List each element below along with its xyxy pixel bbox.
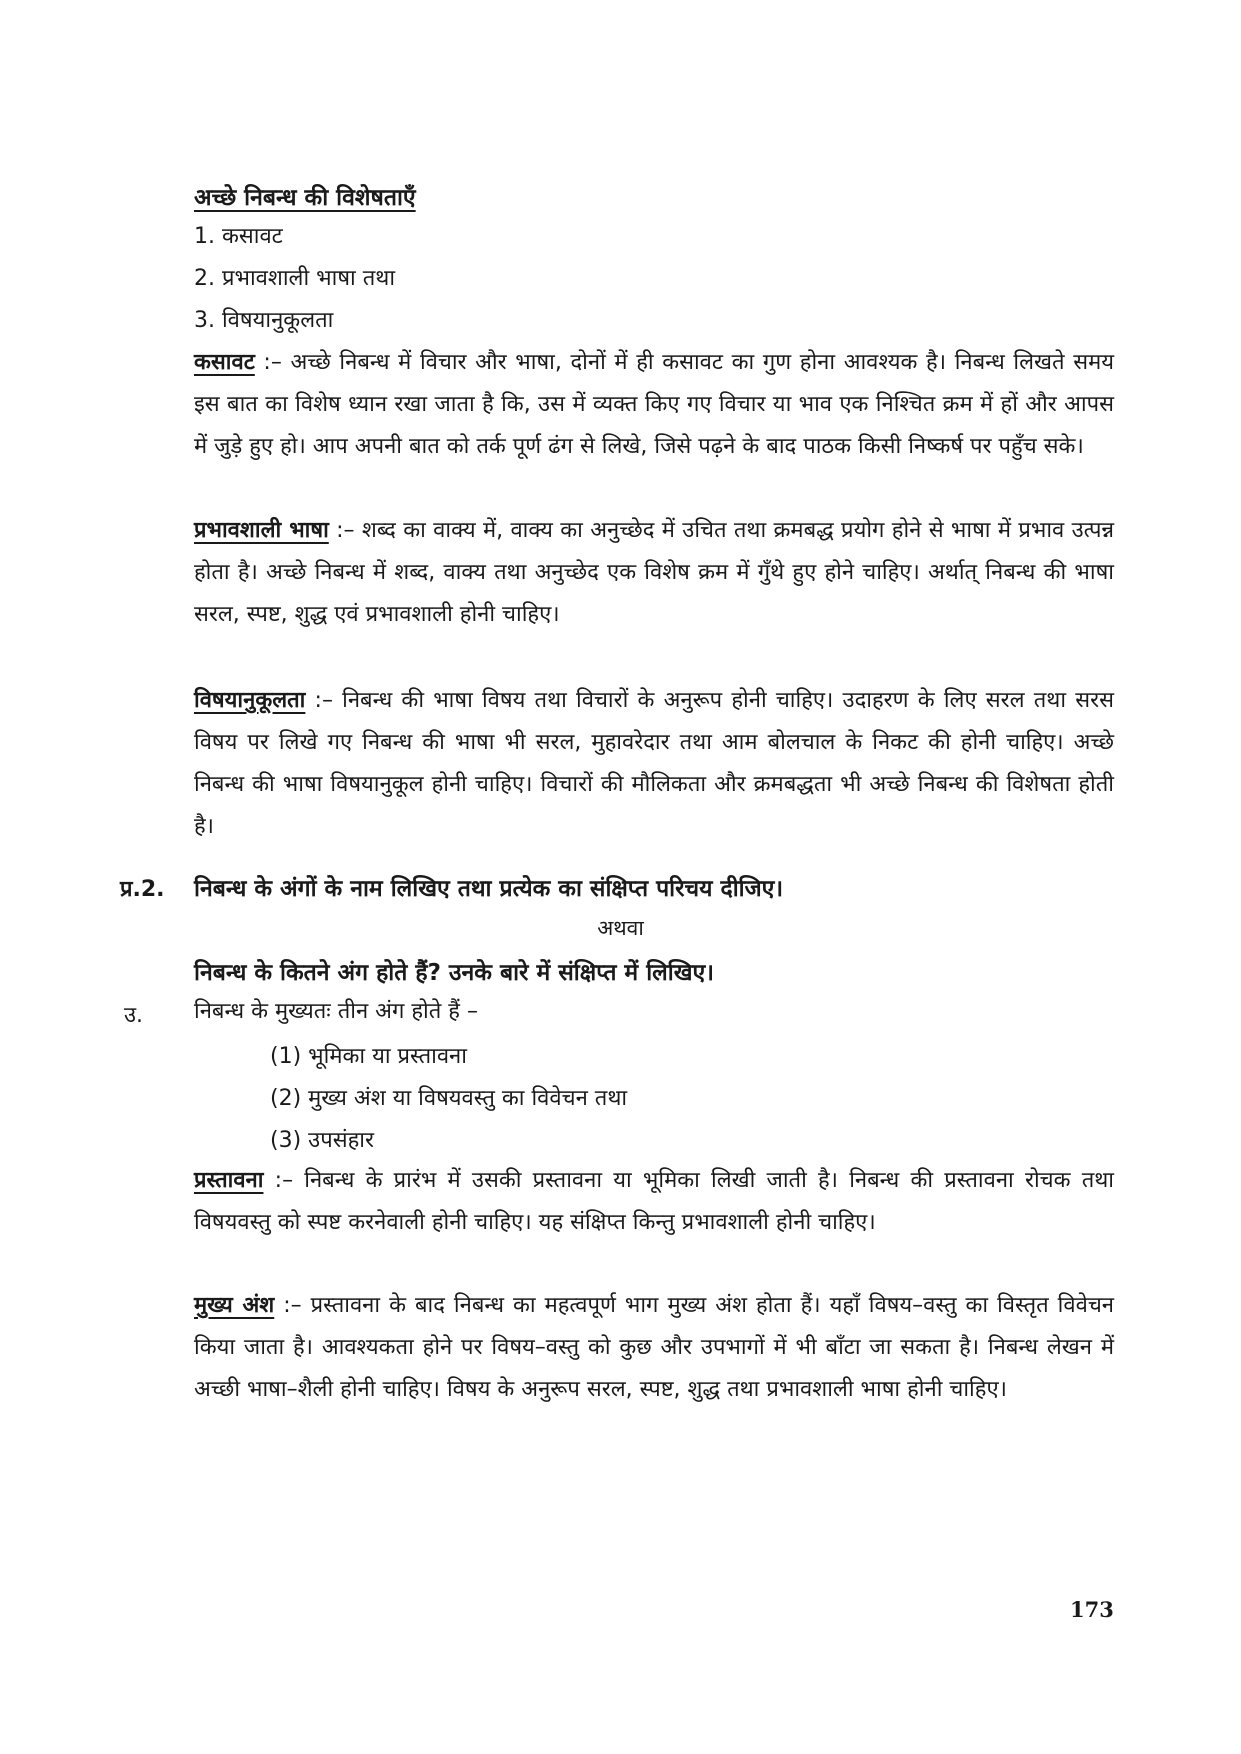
answer-part-1: (1) भूमिका या प्रस्तावना xyxy=(270,1044,467,1069)
term-kasavat: कसावट xyxy=(194,350,255,375)
page-number: 173 xyxy=(1070,1597,1114,1622)
question-alt-text: निबन्ध के कितने अंग होते हैं? उनके बारे में संक्षिप्त में लिखिए। xyxy=(194,960,714,986)
paragraph-kasavat xyxy=(194,342,1114,468)
term-prastavana: प्रस्तावना xyxy=(194,1168,264,1193)
paragraph-text: :– अच्छे निबन्ध में विचार और भाषा, दोनों में ही कसावट का गुण होना आवश्यक है। निबन्ध लिखते समय इस बात का विशेष ध्यान रखा जाता है कि, उस में व्यक्त किए गए विचार या भाव एक निश्चित क्रम में हों और आपस में जुड़े हुए हो। आप अपनी बात को तर्क पूर्ण ढंग से लिखे, जिसे पढ़ने के बाद पाठक किसी निष्कर्ष पर पहुँच सके। xyxy=(194,350,1114,459)
term-mukhya-ansh: मुख्य अंश xyxy=(194,1293,275,1318)
paragraph-text: :– निबन्ध की भाषा विषय तथा विचारों के अनुरूप होनी चाहिए। उदाहरण के लिए सरल तथा सरस विषय पर लिखे गए निबन्ध की भाषा भी सरल, मुहावरेदार तथा आम बोलचाल के निकट की होनी चाहिए। अच्छे निबन्ध की भाषा विषयानुकूल होनी चाहिए। विचारों की मौलिकता और क्रमबद्धता भी अच्छे निबन्ध की विशेषता होती है। xyxy=(194,688,1114,839)
feature-item-3: 3. विषयानुकूलता xyxy=(194,308,334,333)
answer-intro: निबन्ध के मुख्यतः तीन अंग होते हैं – xyxy=(194,999,478,1024)
paragraph-text: :– निबन्ध के प्रारंभ में उसकी प्रस्तावना या भूमिका लिखी जाती है। निबन्ध की प्रस्तावना रोचक तथा विषयवस्तु को स्पष्ट करनेवाली होनी चाहिए। यह संक्षिप्त किन्तु प्रभावशाली होनी चाहिए। xyxy=(194,1168,1114,1235)
feature-item-2: 2. प्रभावशाली भाषा तथा xyxy=(194,266,396,291)
answer-part-3: (3) उपसंहार xyxy=(270,1128,374,1153)
answer-label: उ. xyxy=(124,1003,144,1028)
question-text: निबन्ध के अंगों के नाम लिखिए तथा प्रत्येक का संक्षिप्त परिचय दीजिए। xyxy=(194,876,784,902)
or-separator: अथवा xyxy=(597,916,644,940)
term-vishayanukulta: विषयानुकूलता xyxy=(194,688,306,713)
answer-part-2: (2) मुख्य अंश या विषयवस्तु का विवेचन तथा xyxy=(270,1086,628,1111)
paragraph-text: :– प्रस्तावना के बाद निबन्ध का महत्वपूर्ण भाग मुख्य अंश होता हैं। यहाँ विषय–वस्तु का विस्तृत विवेचन किया जाता है। आवश्यकता होने पर विषय–वस्तु को कुछ और उपभागों में भी बाँटा जा सकता है। निबन्ध लेखन में अच्छी भाषा–शैली होनी चाहिए। विषय के अनुरूप सरल, स्पष्ट, शुद्ध तथा प्रभावशाली भाषा होनी चाहिए। xyxy=(194,1293,1114,1402)
paragraph-vishayanukulta xyxy=(194,680,1114,848)
paragraph-prastavana xyxy=(194,1160,1114,1244)
term-prabhavshali-bhasha: प्रभावशाली भाषा xyxy=(194,518,329,543)
question-label: प्र.2. xyxy=(120,877,165,902)
feature-item-1: 1. कसावट xyxy=(194,224,283,249)
paragraph-mukhya-ansh xyxy=(194,1285,1114,1411)
section-heading: अच्छे निबन्ध की विशेषताएँ xyxy=(194,185,416,211)
paragraph-prabhavshali-bhasha xyxy=(194,510,1114,636)
paragraph-text: :– शब्द का वाक्य में, वाक्य का अनुच्छेद में उचित तथा क्रमबद्ध प्रयोग होने से भाषा में प्रभाव उत्पन्न होता है। अच्छे निबन्ध में शब्द, वाक्य तथा अनुच्छेद एक विशेष क्रम में गुँथे हुए होने चाहिए। अर्थात् निबन्ध की भाषा सरल, स्पष्ट, शुद्ध एवं प्रभावशाली होनी चाहिए। xyxy=(194,518,1114,627)
